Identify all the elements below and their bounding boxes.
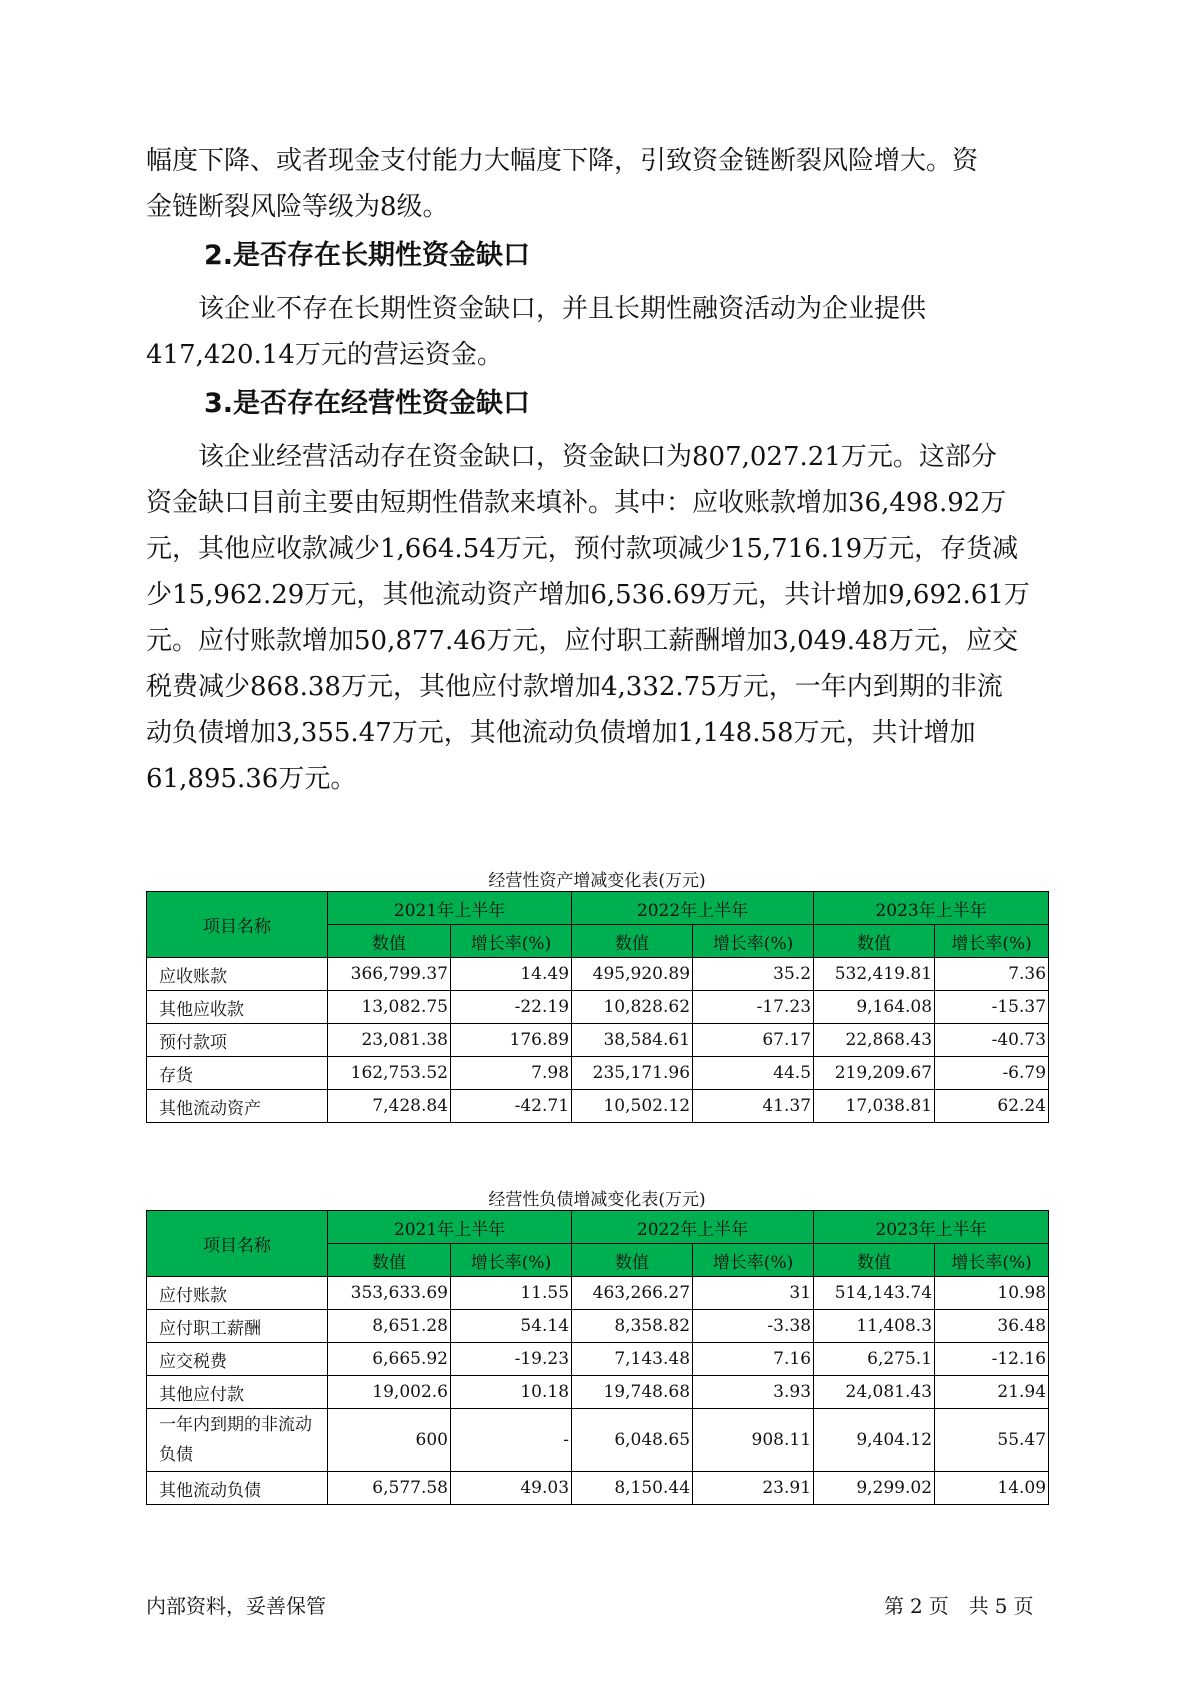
table-row [147, 1277, 1049, 1310]
cell-value: 6,048.65 [572, 1409, 693, 1472]
cell-value: 600 [328, 1409, 451, 1472]
cell-value: 38,584.61 [572, 1024, 693, 1057]
section-heading-long-term-gap: 2.是否存在长期性资金缺口 [204, 240, 531, 271]
cell-value: 9,299.02 [814, 1472, 935, 1505]
row-name: 应收账款 [147, 958, 328, 991]
operating-assets-table [146, 891, 1049, 1123]
cell-value: 9,404.12 [814, 1409, 935, 1472]
table-row [147, 1376, 1049, 1409]
cell-value: 219,209.67 [814, 1057, 935, 1090]
row-name: 一年内到期的非流动负债 [147, 1409, 328, 1472]
cell-growth: 21.94 [935, 1376, 1049, 1409]
cell-value: 8,358.82 [572, 1310, 693, 1343]
cell-value: 8,150.44 [572, 1472, 693, 1505]
cell-value: 366,799.37 [328, 958, 451, 991]
row-name: 其他应收款 [147, 991, 328, 1024]
row-name: 预付款项 [147, 1024, 328, 1057]
cell-growth: -22.19 [451, 991, 572, 1024]
cell-value: 13,082.75 [328, 991, 451, 1024]
cell-value: 162,753.52 [328, 1057, 451, 1090]
header-period: 2022年上半年 [572, 892, 814, 925]
cell-growth: 11.55 [451, 1277, 572, 1310]
cell-value: 19,002.6 [328, 1376, 451, 1409]
table-caption-assets: 经营性资产增减变化表(万元) [488, 871, 706, 891]
header-value: 数值 [328, 1244, 451, 1277]
row-name: 其他应付款 [147, 1376, 328, 1409]
text-line: 动负债增加3,355.47万元，其他流动负债增加1,148.58万元，共计增加 [146, 718, 976, 748]
table-row [147, 1024, 1049, 1057]
total-prefix: 共 [968, 1594, 989, 1618]
table-row [147, 1310, 1049, 1343]
operating-liabilities-table [146, 1210, 1049, 1505]
text-line: 元。应付账款增加50,877.46万元，应付职工薪酬增加3,049.48万元，应交 [146, 626, 1019, 656]
cell-value: 23,081.38 [328, 1024, 451, 1057]
header-period: 2023年上半年 [814, 892, 1049, 925]
cell-growth: 14.49 [451, 958, 572, 991]
table-caption-liabilities: 经营性负债增减变化表(万元) [488, 1190, 706, 1210]
cell-growth: 7.16 [693, 1343, 814, 1376]
header-growth-rate: 增长率(%) [693, 925, 814, 958]
text-line: 417,420.14万元的营运资金。 [146, 340, 503, 370]
header-item-name: 项目名称 [147, 1211, 328, 1277]
text-line: 税费减少868.38万元，其他应付款增加4,332.75万元，一年内到期的非流 [146, 672, 1003, 702]
table-row [147, 1090, 1049, 1123]
cell-growth: -15.37 [935, 991, 1049, 1024]
header-growth-rate: 增长率(%) [935, 925, 1049, 958]
cell-growth: 10.18 [451, 1376, 572, 1409]
cell-value: 24,081.43 [814, 1376, 935, 1409]
cell-value: 11,408.3 [814, 1310, 935, 1343]
cell-growth: 41.37 [693, 1090, 814, 1123]
section-heading-operating-gap: 3.是否存在经营性资金缺口 [204, 388, 531, 419]
cell-growth: 14.09 [935, 1472, 1049, 1505]
cell-growth: 49.03 [451, 1472, 572, 1505]
cell-growth: 10.98 [935, 1277, 1049, 1310]
cell-value: 6,665.92 [328, 1343, 451, 1376]
header-value: 数值 [572, 1244, 693, 1277]
cell-growth: 23.91 [693, 1472, 814, 1505]
cell-growth: 35.2 [693, 958, 814, 991]
footer-confidential-note: 内部资料，妥善保管 [146, 1594, 326, 1618]
cell-growth: 67.17 [693, 1024, 814, 1057]
row-name: 应付账款 [147, 1277, 328, 1310]
cell-growth: 3.93 [693, 1376, 814, 1409]
cell-value: 17,038.81 [814, 1090, 935, 1123]
cell-growth: 908.11 [693, 1409, 814, 1472]
text-line: 元，其他应收款减少1,664.54万元，预付款项减少15,716.19万元，存货减 [146, 534, 1019, 564]
page-current: 2 [910, 1594, 923, 1618]
cell-value: 353,633.69 [328, 1277, 451, 1310]
header-period: 2022年上半年 [572, 1211, 814, 1244]
total-unit: 页 [1013, 1594, 1034, 1618]
table-row [147, 991, 1049, 1024]
footer-page-number [884, 1590, 1039, 1619]
cell-value: 6,275.1 [814, 1343, 935, 1376]
row-name: 其他流动负债 [147, 1472, 328, 1505]
cell-growth: - [451, 1409, 572, 1472]
header-value: 数值 [328, 925, 451, 958]
cell-growth: -12.16 [935, 1343, 1049, 1376]
cell-value: 514,143.74 [814, 1277, 935, 1310]
cell-growth: 176.89 [451, 1024, 572, 1057]
cell-value: 235,171.96 [572, 1057, 693, 1090]
cell-growth: 36.48 [935, 1310, 1049, 1343]
cell-value: 8,651.28 [328, 1310, 451, 1343]
text-line: 少15,962.29万元，其他流动资产增加6,536.69万元，共计增加9,692.61万 [146, 580, 1030, 610]
header-growth-rate: 增长率(%) [451, 925, 572, 958]
text-line: 该企业经营活动存在资金缺口，资金缺口为807,027.21万元。这部分 [198, 442, 997, 472]
table-row [147, 1343, 1049, 1376]
text-line: 资金缺口目前主要由短期性借款来填补。其中：应收账款增加36,498.92万 [146, 488, 1007, 518]
cell-value: 7,143.48 [572, 1343, 693, 1376]
cell-growth: -19.23 [451, 1343, 572, 1376]
cell-growth: -3.38 [693, 1310, 814, 1343]
cell-growth: -17.23 [693, 991, 814, 1024]
cell-growth: -40.73 [935, 1024, 1049, 1057]
page-prefix: 第 [884, 1594, 904, 1618]
header-period: 2021年上半年 [328, 892, 572, 925]
row-name: 存货 [147, 1057, 328, 1090]
table-row [147, 1057, 1049, 1090]
header-growth-rate: 增长率(%) [935, 1244, 1049, 1277]
header-period: 2021年上半年 [328, 1211, 572, 1244]
cell-value: 7,428.84 [328, 1090, 451, 1123]
header-growth-rate: 增长率(%) [451, 1244, 572, 1277]
paragraph-operating-gap [146, 434, 1046, 802]
cell-growth: 7.98 [451, 1057, 572, 1090]
text-line: 金链断裂风险等级为8级。 [146, 192, 449, 222]
cell-growth: 31 [693, 1277, 814, 1310]
cell-value: 463,266.27 [572, 1277, 693, 1310]
cell-growth: 44.5 [693, 1057, 814, 1090]
header-period: 2023年上半年 [814, 1211, 1049, 1244]
row-name: 应付职工薪酬 [147, 1310, 328, 1343]
cell-growth: -6.79 [935, 1057, 1049, 1090]
header-value: 数值 [814, 1244, 935, 1277]
page-total: 5 [994, 1594, 1008, 1618]
header-value: 数值 [814, 925, 935, 958]
cell-value: 10,828.62 [572, 991, 693, 1024]
header-value: 数值 [572, 925, 693, 958]
cell-growth: 54.14 [451, 1310, 572, 1343]
cell-value: 10,502.12 [572, 1090, 693, 1123]
text-line: 该企业不存在长期性资金缺口，并且长期性融资活动为企业提供 [198, 294, 927, 324]
table-row [147, 1409, 1049, 1472]
paragraph-fund-chain-risk [146, 138, 1046, 230]
cell-value: 19,748.68 [572, 1376, 693, 1409]
page-unit: 页 [928, 1594, 949, 1618]
row-name: 应交税费 [147, 1343, 328, 1376]
table-row [147, 1472, 1049, 1505]
cell-value: 495,920.89 [572, 958, 693, 991]
table-row [147, 958, 1049, 991]
text-line: 幅度下降、或者现金支付能力大幅度下降，引致资金链断裂风险增大。资 [146, 146, 979, 176]
cell-value: 9,164.08 [814, 991, 935, 1024]
cell-growth: 55.47 [935, 1409, 1049, 1472]
cell-growth: 62.24 [935, 1090, 1049, 1123]
cell-value: 6,577.58 [328, 1472, 451, 1505]
header-growth-rate: 增长率(%) [693, 1244, 814, 1277]
paragraph-long-term-gap [146, 286, 1046, 378]
cell-value: 22,868.43 [814, 1024, 935, 1057]
cell-growth: 7.36 [935, 958, 1049, 991]
cell-value: 532,419.81 [814, 958, 935, 991]
header-item-name: 项目名称 [147, 892, 328, 958]
text-line: 61,895.36万元。 [146, 764, 357, 794]
cell-growth: -42.71 [451, 1090, 572, 1123]
row-name: 其他流动资产 [147, 1090, 328, 1123]
